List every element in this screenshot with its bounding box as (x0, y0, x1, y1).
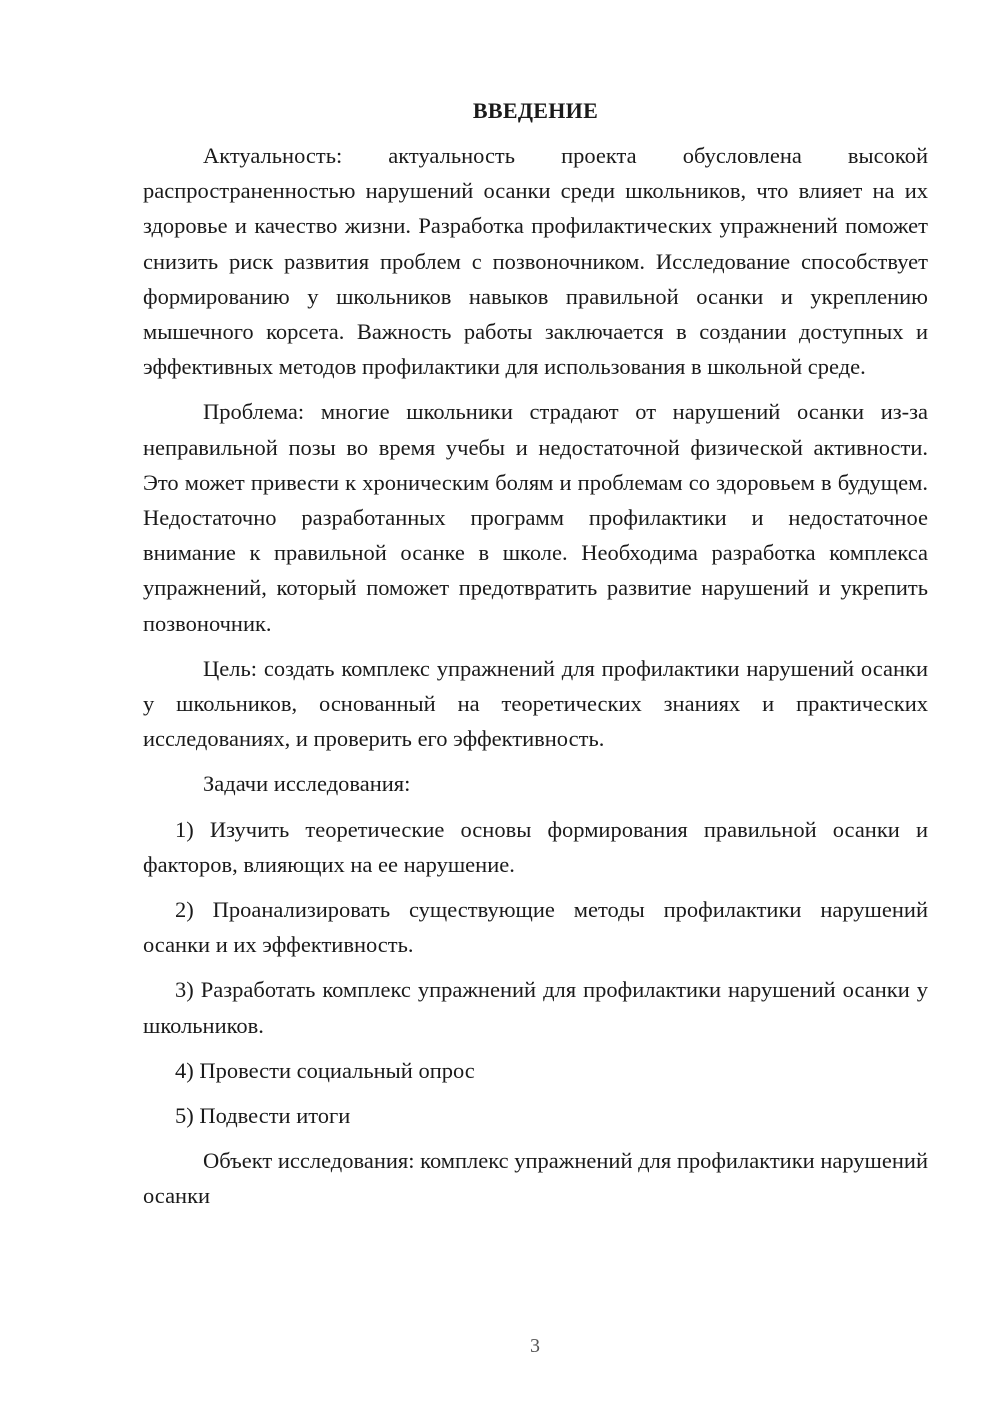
page-number: 3 (530, 1335, 540, 1357)
tasks-heading: Задачи исследования: (203, 771, 411, 797)
task-item-2: 2) Проанализировать существующие методы профилактики нарушений осанки и их эффективность. (143, 897, 928, 958)
page-content (143, 96, 928, 1224)
task-item-1: 1) Изучить теоретические основы формирования правильной осанки и факторов, влияющих на ее нарушение. (143, 816, 928, 877)
object-paragraph: Объект исследования: комплекс упражнений для профилактики нарушений осанки (143, 1148, 928, 1209)
task-item-3: 3) Разработать комплекс упражнений для профилактики нарушений осанки у школьников. (143, 977, 928, 1038)
task-item-4: 4) Провести социальный опрос (175, 1057, 475, 1083)
task-item-5: 5) Подвести итоги (175, 1103, 351, 1129)
problem-paragraph: Проблема: многие школьники страдают от нарушений осанки из-за неправильной позы во время учебы и недостаточной физической активности. Это может привести к хроническим болям и проблемам со здоровьем в будущем. Недостаточно разработанных программ профилактики и недостаточное внимание к правильной осанке в школе. Необходима разработка комплекса упражнений, который поможет предотвратить развитие нарушений и укрепить позвоночник. (143, 399, 928, 636)
goal-paragraph: Цель: создать комплекс упражнений для профилактики нарушений осанки у школьников, основанный на теоретических знаниях и практических исследованиях, и проверить его эффективность. (143, 655, 928, 752)
relevance-paragraph: Актуальность: актуальность проекта обусловлена высокой распространенностью нарушений осанки среди школьников, что влияет на их здоровье и качество жизни. Разработка профилактических упражнений поможет снизить риск развития проблем с позвоночником. Исследование способствует формированию у школьников навыков правильной осанки и укреплению мышечного корсета. Важность работы заключается в создании доступных и эффективных методов профилактики для использования в школьной среде. (143, 143, 928, 380)
section-title: ВВЕДЕНИЕ (472, 98, 599, 123)
